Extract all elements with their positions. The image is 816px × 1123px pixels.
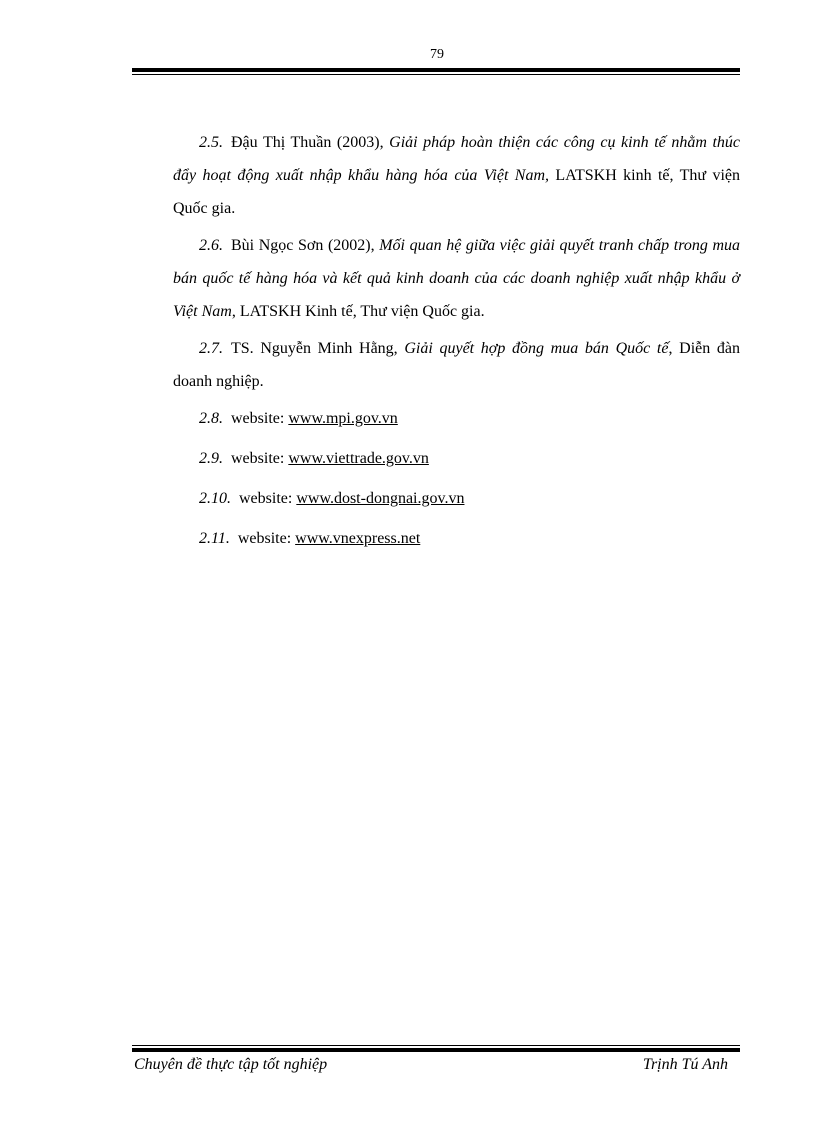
- reference-author: Đậu Thị Thuần (2003),: [231, 134, 390, 151]
- reference-number: 2.7.: [199, 340, 223, 357]
- reference-title: Mối quan hệ giữa việc giải quyết tranh chấp trong mua bán quốc tế hàng hóa và kết quả kinh doanh của các doanh nghiệp xuất nhập khẩu ở Việt Nam: [173, 237, 740, 320]
- website-label: website:: [237, 530, 296, 547]
- reference-item: [173, 332, 740, 398]
- reference-source: , LATSKH Kinh tế, Thư viện Quốc gia.: [231, 303, 485, 320]
- reference-number: 2.8.: [199, 410, 223, 427]
- website-link[interactable]: www.viettrade.gov.vn: [288, 450, 429, 467]
- website-link[interactable]: www.dost-dongnai.gov.vn: [296, 490, 465, 507]
- reference-source: , Diễn đàn doanh nghiệp.: [173, 340, 741, 390]
- website-label: website:: [239, 490, 297, 507]
- page-number: 79: [430, 47, 444, 62]
- reference-number: 2.5.: [199, 134, 223, 151]
- website-link[interactable]: www.mpi.gov.vn: [288, 410, 398, 427]
- website-item: [173, 522, 740, 555]
- reference-list: [173, 126, 740, 562]
- reference-author: TS. Nguyễn Minh Hằng,: [231, 340, 405, 357]
- reference-number: 2.9.: [199, 450, 223, 467]
- reference-title: Giải pháp hoàn thiện các công cụ kinh tế nhằm thúc đẩy hoạt động xuất nhập khẩu hàng hóa của Việt Nam,: [173, 134, 740, 184]
- header-rule-thin: [132, 74, 740, 75]
- website-item: [173, 402, 740, 435]
- reference-number: 2.10.: [199, 490, 231, 507]
- reference-author: Bùi Ngọc Sơn (2002),: [231, 237, 380, 254]
- website-label: website:: [231, 450, 289, 467]
- reference-item: [173, 126, 740, 225]
- reference-title: Giải quyết hợp đồng mua bán Quốc tế: [404, 340, 669, 357]
- footer-document-title: Chuyên đề thực tập tốt nghiệp: [134, 1056, 328, 1073]
- header-rule-thick: [132, 68, 740, 72]
- website-item: [173, 482, 740, 515]
- footer-rule-thick: [132, 1048, 740, 1052]
- reference-number: 2.6.: [199, 237, 223, 254]
- reference-item: [173, 229, 740, 328]
- reference-number: 2.11.: [199, 530, 230, 547]
- reference-source: LATSKH kinh tế, Thư viện Quốc gia.: [173, 167, 740, 217]
- website-item: [173, 442, 740, 475]
- footer-rule-thin: [132, 1045, 740, 1046]
- website-label: website:: [231, 410, 289, 427]
- website-link[interactable]: www.vnexpress.net: [295, 530, 421, 547]
- footer-author: Trịnh Tú Anh: [642, 1056, 728, 1073]
